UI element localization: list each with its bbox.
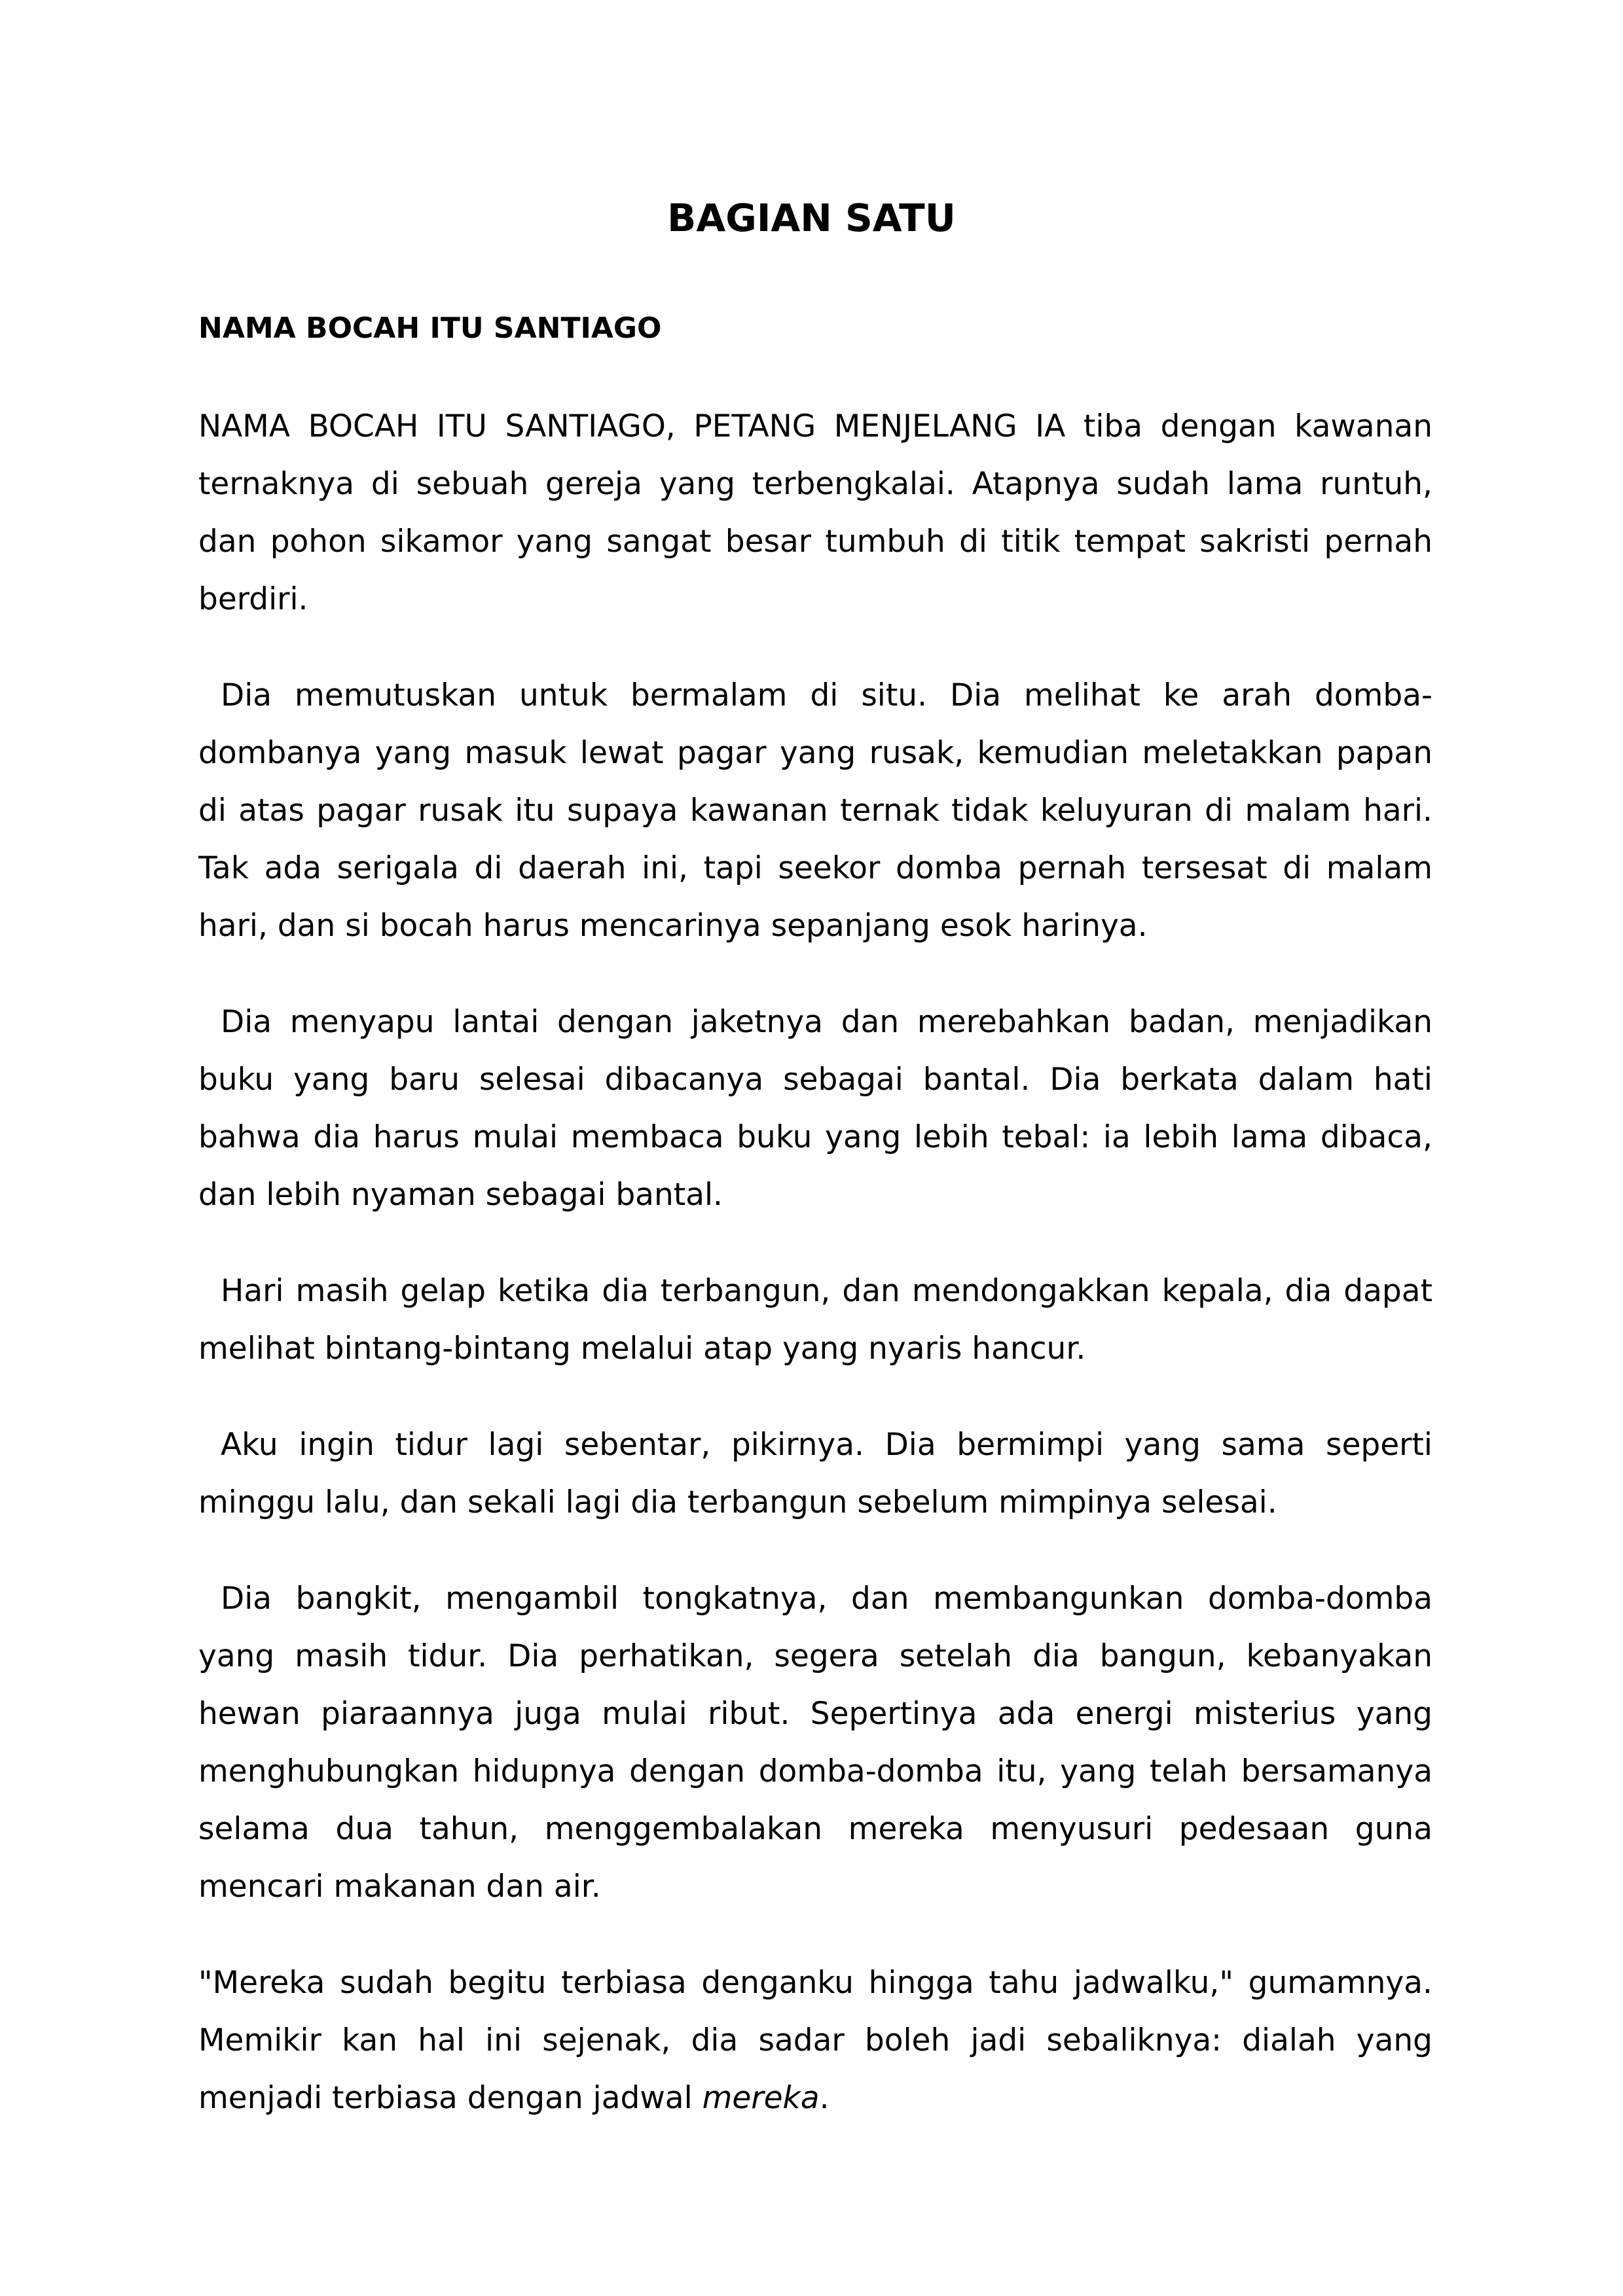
paragraph-5: Aku ingin tidur lagi sebentar, pikirnya. Dia bermimpi yang sama seperti minggu lalu, dan sekali lagi dia terbangun sebelum mimpinya selesai. [198,1427,1432,1520]
section-title: NAMA BOCAH ITU SANTIAGO [198,312,662,345]
chapter-title: BAGIAN SATU [667,196,956,240]
paragraph-1: NAMA BOCAH ITU SANTIAGO, PETANG MENJELANG IA tiba dengan kawanan ternaknya di sebuah gereja yang terbengkalai. Atapnya sudah lama runtuh, dan pohon sikamor yang sangat besar tumbuh di titik tempat sakristi pernah berdiri. [198,408,1432,617]
paragraph-7-text: "Mereka sudah begitu terbiasa denganku hingga tahu jadwalku," gumamnya. Memikir kan hal ini sejenak, dia sadar boleh jadi sebaliknya: dialah yang menjadi terbiasa dengan jadwal [198,1965,1432,2116]
body-text [198,398,1432,2166]
paragraph-4: Hari masih gelap ketika dia terbangun, dan mendongakkan kepala, dia dapat melihat bintang-bintang melalui atap yang nyaris hancur. [198,1273,1432,1367]
paragraph-7 [198,1954,1432,2127]
paragraph-3: Dia menyapu lantai dengan jaketnya dan merebahkan badan, menjadikan buku yang baru selesai dibacanya sebagai bantal. Dia berkata dalam hati bahwa dia harus mulai membaca buku yang lebih tebal: ia lebih lama dibaca, dan lebih nyaman sebagai bantal. [198,1004,1432,1213]
paragraph-6: Dia bangkit, mengambil tongkatnya, dan membangunkan domba-domba yang masih tidur. Dia perhatikan, segera setelah dia bangun, kebanyakan hewan piaraannya juga mulai ribut. Sepertinya ada energi misterius yang menghubungkan hidupnya dengan domba-domba itu, yang telah bersamanya selama dua tahun, menggembalakan mereka menyusuri pedesaan guna mencari makanan dan air. [198,1581,1432,1905]
paragraph-7-end: . [819,2080,830,2116]
paragraph-2: Dia memutuskan untuk bermalam di situ. Dia melihat ke arah domba-dombanya yang masuk lewat pagar yang rusak, kemudian meletakkan papan di atas pagar rusak itu supaya kawanan ternak tidak keluyuran di malam hari. Tak ada serigala di daerah ini, tapi seekor domba pernah tersesat di malam hari, dan si bocah harus mencarinya sepanjang esok harinya. [198,677,1432,944]
paragraph-7-emphasis: mereka [702,2080,820,2116]
